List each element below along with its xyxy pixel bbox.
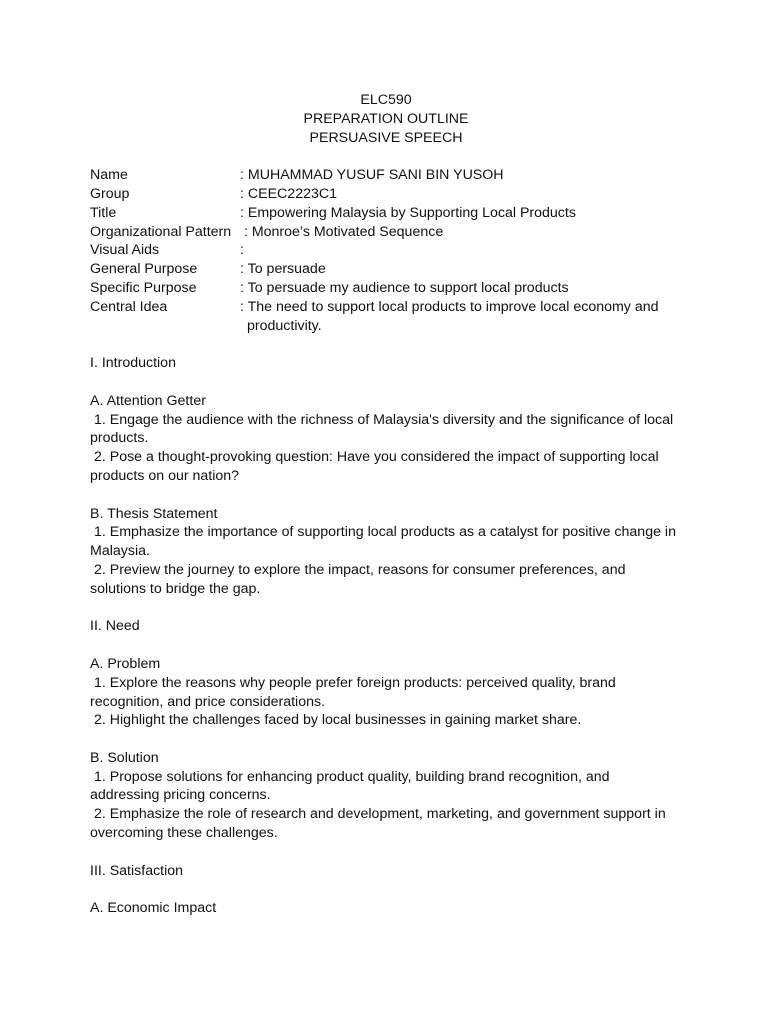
info-value: : Empowering Malaysia by Supporting Local Products [240, 204, 576, 221]
section-heading-need: II. Need [90, 618, 140, 635]
info-value: : The need to support local products to improve local economy and productivity. [240, 298, 659, 334]
spacer [90, 843, 682, 862]
document-type: PREPARATION OUTLINE [303, 110, 469, 127]
outline-point: 2. Highlight the challenges faced by local businesses in gaining market share. [90, 712, 582, 729]
spacer [90, 335, 682, 354]
subheading-problem: A. Problem [90, 655, 161, 672]
info-row-organizational-pattern [90, 223, 682, 242]
info-value: : MUHAMMAD YUSUF SANI BIN YUSOH [240, 167, 504, 184]
info-label: Title [90, 204, 117, 221]
info-label: Visual Aids [90, 242, 160, 259]
info-row-group [90, 185, 682, 204]
info-value: : To persuade [240, 261, 326, 278]
outline-point: 1. Emphasize the importance of supporting local products as a catalyst for positive change in Malaysia. [90, 524, 680, 560]
outline-point: 2. Pose a thought-provoking question: Have you considered the impact of supporting local products on our nation? [90, 449, 663, 484]
spacer [90, 486, 682, 505]
info-row-specific-purpose [90, 279, 682, 298]
spacer [90, 373, 682, 392]
info-row-visual-aids [90, 241, 682, 260]
info-row-general-purpose [90, 260, 682, 279]
spacer [90, 147, 682, 166]
spacer [90, 599, 682, 618]
info-label: Group [90, 185, 130, 202]
info-label: Central Idea [90, 298, 168, 315]
outline-point: 1. Explore the reasons why people prefer foreign products: perceived quality, brand recognition, and price considerations. [90, 674, 620, 710]
info-label: Name [90, 167, 128, 184]
section-heading-introduction: I. Introduction [90, 355, 176, 372]
info-value: : Monroe’s Motivated Sequence [240, 223, 444, 240]
info-value: : To persuade my audience to support local products [240, 279, 569, 296]
info-value: : CEEC2223C1 [240, 185, 337, 202]
document-header [90, 91, 682, 147]
info-row-central-idea [90, 298, 682, 336]
outline-point: 1. Engage the audience with the richness of Malaysia's diversity and the significance of local products. [90, 411, 678, 447]
speech-type: PERSUASIVE SPEECH [309, 129, 463, 146]
info-label: Organizational Pattern [90, 223, 232, 240]
subheading-attention-getter: A. Attention Getter [90, 392, 206, 409]
section-heading-satisfaction: III. Satisfaction [90, 862, 184, 879]
subheading-solution: B. Solution [90, 749, 159, 766]
subheading-economic-impact: A. Economic Impact [90, 900, 217, 917]
info-row-title [90, 204, 682, 223]
info-row-name [90, 166, 682, 185]
spacer [90, 636, 682, 655]
info-value: : [240, 242, 244, 259]
outline-point: 2. Emphasize the role of research and development, marketing, and government support in overcoming these challenges. [90, 806, 670, 842]
spacer [90, 880, 682, 899]
subheading-thesis-statement: B. Thesis Statement [90, 505, 218, 522]
course-code: ELC590 [360, 92, 412, 108]
outline-point: 2. Preview the journey to explore the impact, reasons for consumer preferences, and solutions to bridge the gap. [90, 561, 630, 597]
spacer [90, 730, 682, 749]
info-label: General Purpose [90, 261, 198, 278]
info-label: Specific Purpose [90, 279, 197, 296]
outline-point: 1. Propose solutions for enhancing product quality, building brand recognition, and addressing pricing concerns. [90, 768, 614, 804]
speech-info-table [90, 166, 682, 335]
